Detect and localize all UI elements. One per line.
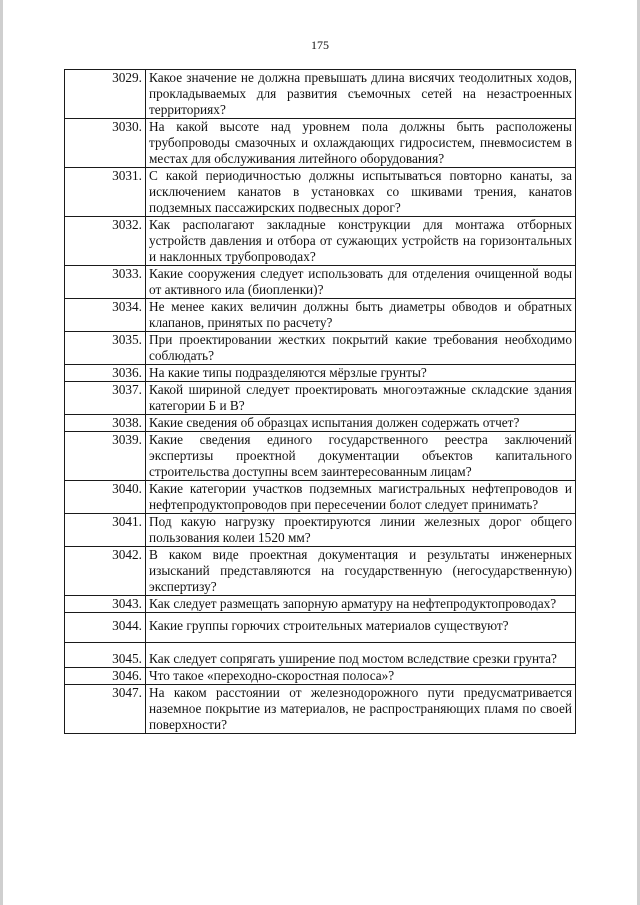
question-number: 3038. [65,415,146,432]
question-number: 3030. [65,119,146,168]
question-text: На каком расстоянии от железнодорожного пути предусматривается наземное покрытие из материалов, не распространяющих пламя по своей поверхности? [146,685,576,734]
question-text: Какие сведения единого государственного реестра заключений экспертизы проектной документации объектов капитального строительства доступны всем заинтересованным лицам? [146,432,576,481]
table-row [65,547,576,596]
question-number: 3040. [65,481,146,514]
question-text: В каком виде проектная документация и результаты инженерных изысканий представляются на государственную (негосударственную) экспертизу? [146,547,576,596]
table-row [65,168,576,217]
scan-edge-left [0,0,3,905]
question-number: 3029. [65,70,146,119]
question-number: 3046. [65,668,146,685]
question-text: Как следует сопрягать уширение под мостом вследствие срезки грунта? [146,643,576,668]
question-number: 3033. [65,266,146,299]
question-text: Какое значение не должна превышать длина висячих теодолитных ходов, прокладываемых для развития съемочных сетей на незастроенных территориях? [146,70,576,119]
table-row [65,332,576,365]
question-text: На какие типы подразделяются мёрзлые грунты? [146,365,576,382]
table-row [65,70,576,119]
table-row [65,432,576,481]
table-row [65,481,576,514]
questions-table-body [65,70,576,734]
question-text: Как следует размещать запорную арматуру на нефтепродуктопроводах? [146,596,576,613]
table-row [65,365,576,382]
table-row [65,668,576,685]
question-text: Что такое «переходно-скоростная полоса»? [146,668,576,685]
table-row [65,382,576,415]
question-text: Какие сооружения следует использовать для отделения очищенной воды от активного ила (биопленки)? [146,266,576,299]
table-row [65,596,576,613]
question-text: Под какую нагрузку проектируются линии железных дорог общего пользования колеи 1520 мм? [146,514,576,547]
question-number: 3043. [65,596,146,613]
question-number: 3032. [65,217,146,266]
question-text: Какие группы горючих строительных материалов существуют? [146,613,576,643]
question-text: При проектировании жестких покрытий какие требования необходимо соблюдать? [146,332,576,365]
questions-table [64,69,576,734]
question-number: 3034. [65,299,146,332]
question-text: Не менее каких величин должны быть диаметры обводов и обратных клапанов, принятых по расчету? [146,299,576,332]
question-number: 3035. [65,332,146,365]
question-text: Какие сведения об образцах испытания должен содержать отчет? [146,415,576,432]
table-row [65,217,576,266]
table-row [65,643,576,668]
question-number: 3045. [65,643,146,668]
question-number: 3039. [65,432,146,481]
page-number: 175 [311,38,329,52]
table-row [65,685,576,734]
question-number: 3037. [65,382,146,415]
question-text: Какой шириной следует проектировать многоэтажные складские здания категории Б и В? [146,382,576,415]
question-text: Как располагают закладные конструкции для монтажа отборных устройств давления и отбора от сужающих устройств на горизонтальных и наклонных трубопроводах? [146,217,576,266]
question-number: 3042. [65,547,146,596]
table-row [65,613,576,643]
question-number: 3041. [65,514,146,547]
table-row [65,119,576,168]
question-number: 3031. [65,168,146,217]
question-text: С какой периодичностью должны испытываться повторно канаты, за исключением канатов в установках со шкивами трения, канатов подземных пассажирских подвесных дорог? [146,168,576,217]
table-row [65,299,576,332]
question-number: 3036. [65,365,146,382]
question-text: Какие категории участков подземных магистральных нефтепроводов и нефтепродуктопроводов при пересечении болот следует принимать? [146,481,576,514]
table-row [65,415,576,432]
question-number: 3047. [65,685,146,734]
question-number: 3044. [65,613,146,643]
table-row [65,514,576,547]
question-text: На какой высоте над уровнем пола должны быть расположены трубопроводы смазочных и охлаждающих гидросистем, пневмосистем в местах для обслуживания литейного оборудования? [146,119,576,168]
table-row [65,266,576,299]
